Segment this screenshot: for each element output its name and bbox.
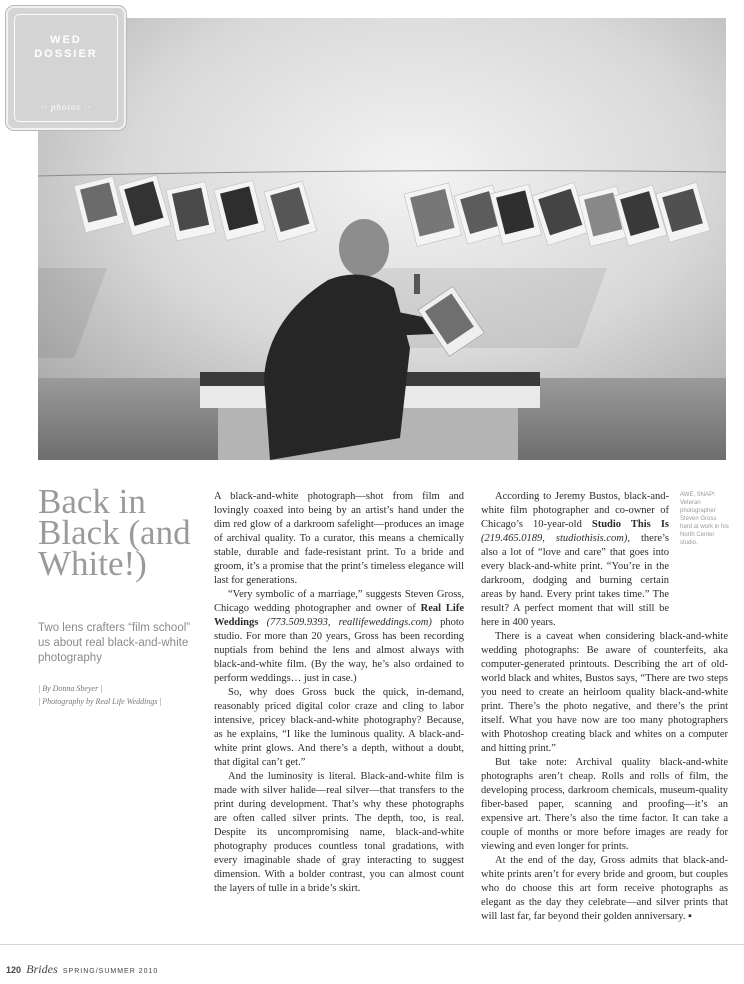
- studio-contact: (219.465.0189, studiothisis.com): [481, 533, 628, 544]
- studio-name: Studio This Is: [591, 519, 669, 530]
- dek: Two lens crafters “film school” us about real black-and-white photography: [38, 622, 191, 664]
- wed-dossier-badge: [6, 6, 126, 130]
- byline-photos: | Photography by Real Life Weddings |: [38, 697, 162, 706]
- body-paragraph: And the luminosity is literal. Black-and-white film is made with silver halide—real silver—that transfers to the print during development. That’s why these photographs are often called silver prints. The depth, too, is real. Despite its uncompromising name, black-and-white photography produces countless tonal gradations, with every imaginable shade of gray interacting to suggest dimension. With a bolder contrast, you can almost count the layers of tulle in a bride’s skirt.: [214, 771, 464, 894]
- studio-contact: (773.509.9393, reallifeweddings.com): [266, 617, 432, 628]
- footer-rule: [0, 944, 744, 945]
- body-paragraph: But take note: Archival quality black-and-white photographs aren’t cheap. Rolls and rolls of film, the developing process, darkroom chemicals, museum-quality fiber-based paper, scanning and proofing—it’s an expensive art. There’s also the time factor. It can take a couple of months or more before images are ready for viewing and even longer for prints.: [481, 757, 728, 852]
- body-paragraph: At the end of the day, Gross admits that black-and-white prints aren’t for every bride and groom, but couples who do choose this art form receive photographs as elegant as the day they celebrate—and silver prints that will last far, far beyond their golden anniversary. ▪: [481, 855, 728, 922]
- badge-line-2: DOSSIER: [34, 48, 98, 60]
- issue-date: SPRING/SUMMER 2010: [62, 968, 159, 975]
- studio-name: Real Life Weddings: [214, 603, 465, 628]
- body-text: According to Jeremy Bustos, black-and-white film photographer and co-owner of Chicago’s 10-year-old: [481, 491, 669, 530]
- body-column-1: [214, 490, 464, 896]
- photo-caption: AWE, SNAP! Veteran photographer Steven Gross hard at work in his North Center studio.: [680, 492, 729, 546]
- magazine-name: Brides: [26, 962, 58, 976]
- body-text: “Very symbolic of a marriage,” suggests Steven Gross, Chicago wedding photographer and owner of: [214, 589, 464, 614]
- body-text: photo studio. For more than 20 years, Gross has been recording nuptials from behind the lens and almost always with black-and-white film. (By the way, he’s also ordained to perform weddings… just in case.): [214, 617, 465, 684]
- body-paragraph: [214, 588, 464, 686]
- body-paragraph: A black-and-white photograph—shot from film and lovingly coaxed into being by an artist’s hand under the dim red glow of a darkroom safelight—produces an image of archival quality. To a curator, this means a chemically stable, durable and fade-resistant print. To a bride and groom, it’s a promise that the print’s timeless elegance will last for generations.: [214, 491, 464, 586]
- headline: Back in Black (and White!): [38, 482, 191, 583]
- badge-section: ·· photos ··: [41, 102, 91, 112]
- body-paragraph: So, why does Gross buck the quick, in-demand, reasonably priced digital color craze and cling to labor intensive, pricey black-and-white photography? Because, as he explains, “I like the luminous quality. A black-and-white print glows. And there’s a depth, without a doubt, that digital can’t get.”: [214, 687, 464, 768]
- badge-line-1: WED: [50, 34, 82, 46]
- body-text: , there’s also a lot of “love and care” that goes into every black-and-white print. “You’re in the darkroom, dodging and burning certain areas by hand. Every print takes time.” The result? A perfect moment that will still be here in 400 years.: [481, 533, 669, 628]
- page-number: 120: [6, 965, 22, 975]
- hero-photo: [38, 18, 726, 460]
- body-column-2: [481, 490, 728, 924]
- page-footer: [6, 962, 158, 977]
- body-paragraph: [481, 490, 669, 630]
- byline-writer: | By Donna Sbeyer |: [38, 684, 103, 693]
- body-paragraph: There is a caveat when considering black-and-white wedding photographs: Be aware of counterfeits, aka computer-generated printouts. Describing the art of old-world black and whites, Bustos says, “There are two steps you need to create an heirloom quality black-and-white print. There’s the photo negative, and there’s the print itself. What you have now are too many photographers with Photoshop creating black and whites on a computer and hitting print.”: [481, 631, 728, 754]
